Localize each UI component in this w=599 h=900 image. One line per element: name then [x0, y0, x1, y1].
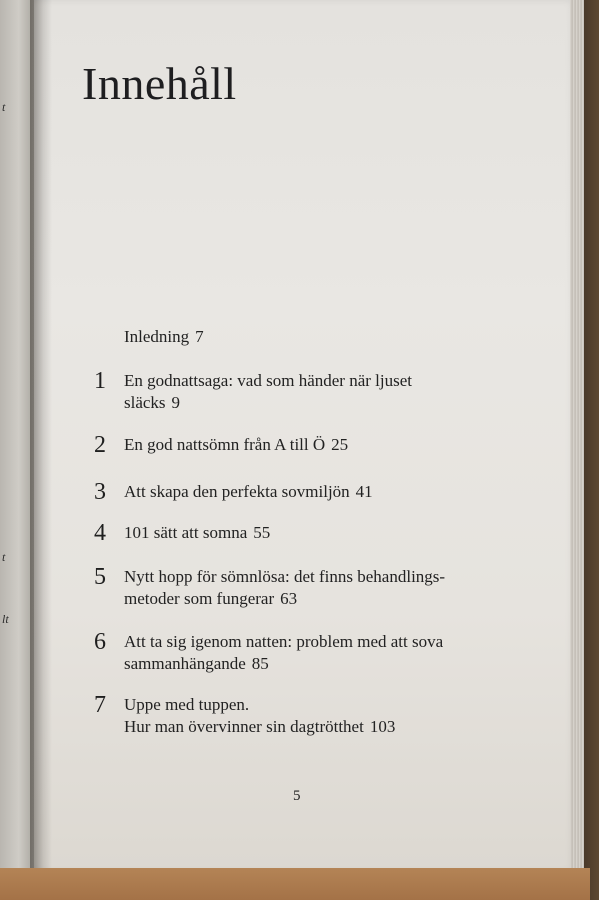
chapter-title: [124, 629, 504, 675]
page-number: 5: [293, 788, 301, 804]
chapter-number: 4: [94, 520, 106, 546]
chapter-title-line: Att ta sig igenom natten: problem med att sova: [124, 632, 444, 651]
chapter-title: [124, 432, 504, 456]
chapter-title-line: En god nattsömn från A till Ö: [124, 435, 326, 454]
toc-intro-entry: [124, 326, 204, 348]
page-gutter-shadow: [30, 0, 52, 872]
chapter-title-line: Att skapa den perfekta sovmiljön: [124, 482, 350, 501]
toc-chapter-entry: [90, 432, 510, 458]
chapter-number: 7: [94, 692, 106, 718]
toc-intro-page: 7: [195, 327, 204, 346]
book-cover-bottom: [0, 868, 590, 900]
chapter-title: [124, 692, 504, 738]
chapter-title-line: Hur man övervinner sin dagtrötthet: [124, 717, 364, 736]
chapter-title-line: Nytt hopp för sömnlösa: det finns behandlings-: [124, 567, 446, 586]
chapter-page: 103: [369, 717, 396, 736]
chapter-title: [124, 368, 504, 414]
chapter-number: 2: [94, 432, 106, 458]
toc-chapter-entry: [90, 479, 510, 505]
chapter-title-line: sammanhängande: [124, 654, 246, 673]
chapter-title-line: släcks: [124, 393, 166, 412]
chapter-title-line: En godnattsaga: vad som händer när ljuset: [124, 371, 412, 390]
page-stack-edge: [570, 0, 584, 868]
chapter-title: [124, 479, 504, 503]
chapter-title-line: 101 sätt att somna: [124, 523, 248, 542]
chapter-title-line: metoder som fungerar: [124, 589, 275, 608]
chapter-page: 9: [171, 393, 181, 412]
chapter-number: 3: [94, 479, 106, 505]
chapter-number: 1: [94, 368, 106, 394]
chapter-page: 85: [251, 654, 269, 673]
toc-chapter-entry: [90, 520, 510, 546]
chapter-page: 63: [280, 589, 298, 608]
toc-chapter-entry: [90, 564, 510, 610]
left-page-fragment: t: [2, 100, 6, 114]
chapter-number: 6: [94, 629, 106, 655]
left-page-fragment: lt: [2, 612, 9, 626]
chapter-page: 41: [355, 482, 373, 501]
chapter-page: 55: [253, 523, 271, 542]
toc-chapter-entry: [90, 692, 510, 738]
toc-intro-label: Inledning: [124, 327, 190, 346]
book-cover-edge: [584, 0, 599, 900]
left-page-fragment: t: [2, 550, 6, 564]
chapter-title-line: Uppe med tuppen.: [124, 695, 250, 714]
page-title: Innehåll: [82, 58, 237, 109]
toc-chapter-entry: [90, 629, 510, 675]
chapter-title: [124, 520, 504, 544]
chapter-title: [124, 564, 504, 610]
chapter-number: 5: [94, 564, 106, 590]
chapter-page: 25: [331, 435, 349, 454]
toc-chapter-entry: [90, 368, 510, 414]
